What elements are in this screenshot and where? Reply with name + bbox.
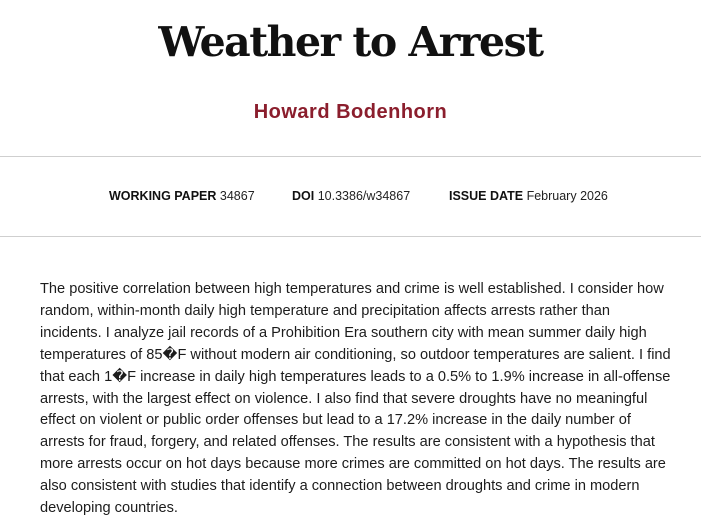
working-paper-number [109, 187, 255, 205]
working-paper-label: WORKING PAPER [109, 189, 217, 203]
issue-date [449, 187, 608, 205]
author-link[interactable]: Howard Bodenhorn [253, 101, 448, 123]
doi-value[interactable]: 10.3386/w34867 [317, 189, 411, 203]
top-divider [0, 156, 701, 157]
working-paper-value: 34867 [219, 189, 255, 203]
doi-label: DOI [292, 189, 315, 203]
paper-metadata [0, 187, 701, 205]
issue-date-value: February 2026 [526, 189, 608, 203]
abstract-text: The positive correlation between high temperatures and crime is well established. I consider how random, within-month daily high temperature and precipitation affects arrests rather than incidents. I analyze jail records of a Prohibition Era southern city with mean summer daily high temperatures of 85�F without modern air conditioning, so outdoor temperatures are salient. I find that each 1�F increase in daily high temperatures leads to a 0.5% to 1.9% increase in all-offense arrests, with the largest effect on violence. I also find that severe droughts have no meaningful effect on violent or public order offenses but lead to a 17.2% increase in the daily number of arrests for fraud, forgery, and related offenses. The results are consistent with a hypothesis that more arrests occur on hot days because more crimes are committed on hot days. The results are also consistent with studies that identify a connection between droughts and crime in modern developing countries. [40, 281, 671, 517]
bottom-divider [0, 236, 701, 237]
doi [292, 187, 410, 205]
issue-date-label: ISSUE DATE [449, 189, 524, 203]
paper-title: Weather to Arrest [158, 18, 543, 66]
